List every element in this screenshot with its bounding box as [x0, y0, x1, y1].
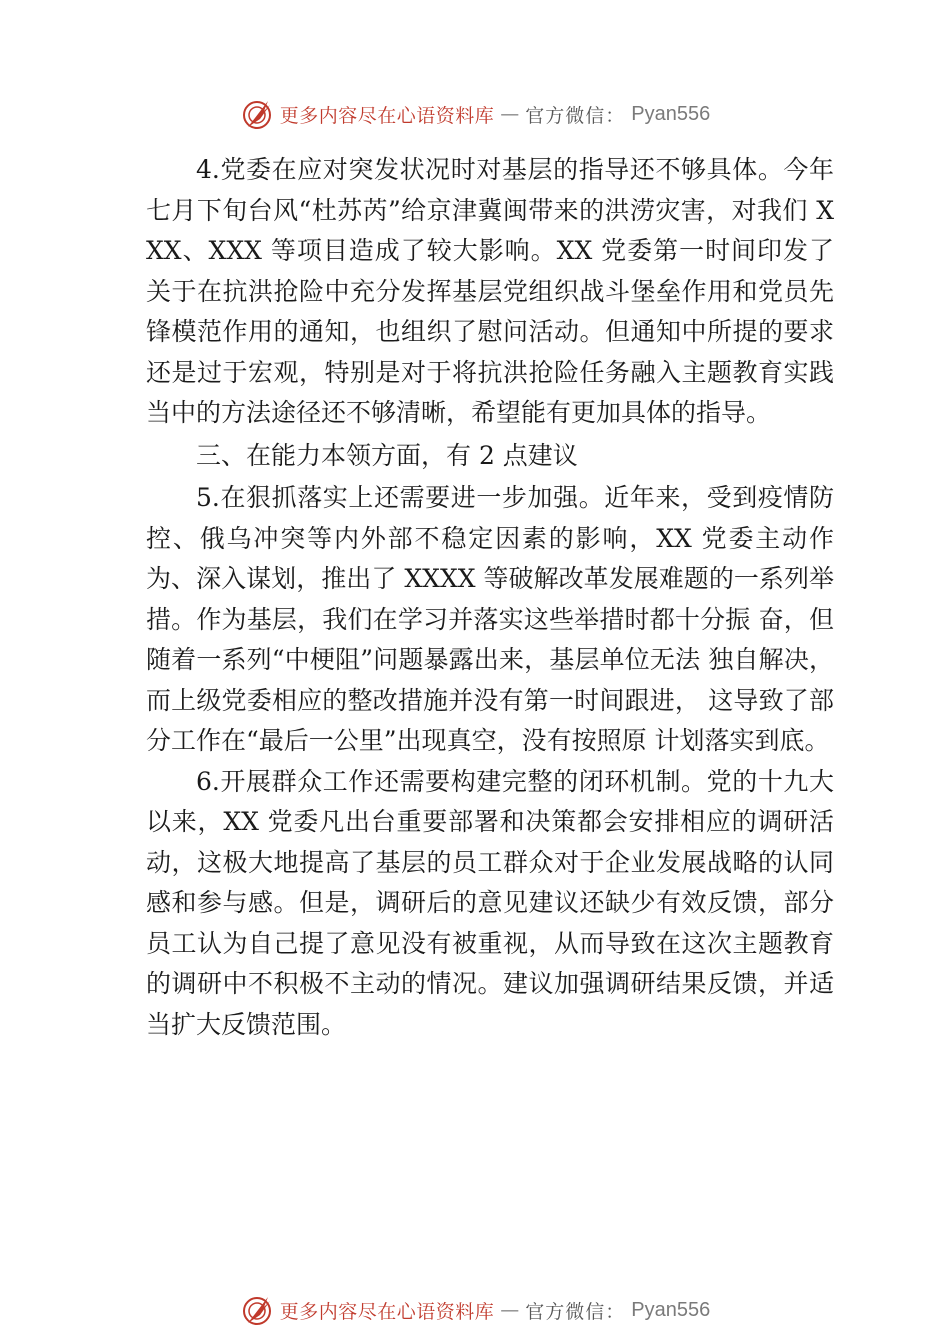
watermark-site-text: 更多内容尽在心语资料库 [279, 1300, 495, 1323]
watermark-separator: — [500, 103, 520, 125]
watermark-wechat-id: Pyan556 [631, 1298, 711, 1321]
paragraph-5: 5.在狠抓落实上还需要进一步加强。近年来，受到疫情防控、俄乌冲突等内外部不稳定因素的影响，XX 党委主动作为、深入谋划，推出了 XXXX 等破解改革发展难题的一系列举措。作为基层，我们在学习并落实这些举措时都十分振 奋，但随着一系列“中梗阻”问题暴露出来，基层单位无法 独自解决，而上级党委相应的整改措施并没有第一时间跟进， 这导致了部分工作在“最后一公里”出现真空，没有按照原 计划落实到底。 [146, 483, 834, 755]
watermark-separator: — [500, 1299, 520, 1321]
watermark-site-text: 更多内容尽在心语资料库 [279, 104, 495, 127]
quill-logo-icon [240, 1293, 274, 1327]
paragraph-4: 4.党委在应对突发状况时对基层的指导还不够具体。今年七月下旬台风“杜苏芮”给京津冀闽带来的洪涝灾害，对我们 XXX、XXX 等项目造成了较大影响。XX 党委第一时间印发了关于在抗洪抢险中充分发挥基层党组织战斗堡垒作用和党员先锋模范作用的通知，也组织了慰问活动。但通知中所提的要求还是过于宏观，特别是对于将抗洪抢险任务融入主题教育实践当中的方法途径还不够清晰，希望能有更加具体的指导。 [146, 155, 834, 427]
quill-logo-icon [240, 97, 274, 131]
paragraph-6: 6.开展群众工作还需要构建完整的闭环机制。党的十九大以来，XX 党委凡出台重要部署和决策都会安排相应的调研活动，这极大地提高了基层的员工群众对于企业发展战略的认同感和参与感。但是，调研后的意见建议还缺少有效反馈，部分员工认为自己提了意见没有被重视，从而导致在这次主题教育的调研中不积极不主动的情况。建议加强调研结果反馈，并适当扩大反馈范围。 [146, 766, 834, 1039]
document-body [146, 150, 834, 1045]
watermark-wechat-label: 官方微信： [525, 104, 626, 127]
watermark-wechat-label: 官方微信： [525, 1300, 626, 1323]
header-watermark [0, 94, 950, 134]
watermark-wechat-id: Pyan556 [631, 102, 711, 125]
footer-watermark [0, 1290, 950, 1330]
section-heading-3: 三、在能力本领方面，有 2 点建议 [196, 440, 578, 470]
